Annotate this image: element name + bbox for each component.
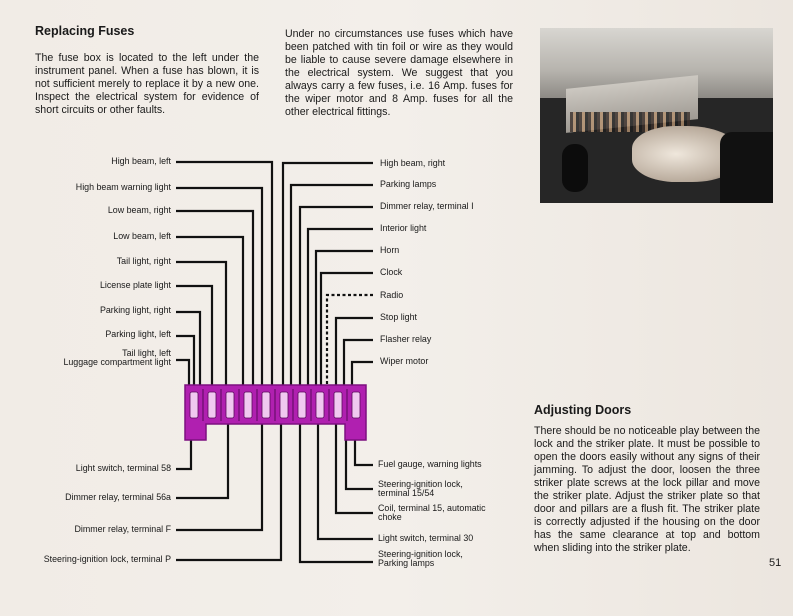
label-steering-lock-15-54-line1: Steering-ignition lock, bbox=[378, 479, 463, 489]
wire-low-beam-left bbox=[176, 237, 243, 390]
label-light-switch-30: Light switch, terminal 30 bbox=[378, 533, 474, 543]
label-tail-light-left: Tail light, left bbox=[122, 348, 171, 358]
section-title-replacing-fuses: Replacing Fuses bbox=[35, 24, 135, 38]
label-dimmer-relay-56a: Dimmer relay, terminal 56a bbox=[65, 492, 171, 502]
fuse-intro-paragraph: The fuse box is located to the left under the instrument panel. When a fuse has blown, it is not sufficient merely to replace it by a new one. Inspect the electrical system for evidence of short circuits or other faults. bbox=[35, 52, 259, 116]
label-interior-light: Interior light bbox=[380, 223, 427, 233]
label-horn: Horn bbox=[380, 245, 400, 255]
page-number: 51 bbox=[769, 557, 782, 569]
label-wiper-motor: Wiper motor bbox=[380, 356, 429, 366]
label-flasher-relay: Flasher relay bbox=[380, 334, 432, 344]
label-stop-light: Stop light bbox=[380, 312, 418, 322]
label-dimmer-relay-f: Dimmer relay, terminal F bbox=[74, 524, 171, 534]
label-high-beam-right: High beam, right bbox=[380, 158, 446, 168]
label-steering-parking-line1: Steering-ignition lock, bbox=[378, 549, 463, 559]
label-steering-lock-p: Steering-ignition lock, terminal P bbox=[43, 554, 171, 564]
wire-interior-light bbox=[308, 229, 373, 390]
wire-high-beam-left bbox=[176, 162, 272, 390]
wire-clock bbox=[321, 273, 373, 390]
fuse-slot-6 bbox=[280, 392, 288, 418]
wire-fuel-gauge bbox=[355, 440, 373, 465]
label-high-beam-left: High beam, left bbox=[111, 156, 171, 166]
fuse-slot-4 bbox=[244, 392, 252, 418]
wire-lines bbox=[176, 162, 373, 562]
label-radio: Radio bbox=[380, 290, 404, 300]
wire-radio-dashed bbox=[327, 295, 373, 390]
label-steering-parking-line2: Parking lamps bbox=[378, 558, 435, 568]
fuse-slot-10 bbox=[352, 392, 360, 418]
doors-paragraph: There should be no noticeable play between the lock and the striker plate. It must be possible to open the doors easily without any signs of their jamming. To adjust the door, loosen the three striker plate screws at the lock pillar and move the striker plate. Adjust the striker plate so that door and pillars are a flush fit. The striker plate is correctly adjusted if the housing on the door has the same clearance at top and bottom when sliding into the striker plate. bbox=[534, 425, 760, 554]
label-tail-light-right: Tail light, right bbox=[116, 256, 171, 266]
label-coil-15-line2: choke bbox=[378, 512, 402, 522]
label-high-beam-warning-light: High beam warning light bbox=[75, 182, 171, 192]
label-light-switch-58: Light switch, terminal 58 bbox=[75, 463, 171, 473]
fuse-slot-1 bbox=[190, 392, 198, 418]
label-license-plate-light: License plate light bbox=[99, 280, 171, 290]
fuse-slot-5 bbox=[262, 392, 270, 418]
label-clock: Clock bbox=[380, 267, 403, 277]
wire-stop-light bbox=[336, 318, 373, 390]
fuse-slot-2 bbox=[208, 392, 216, 418]
fuse-warning-paragraph: Under no circumstances use fuses which have been patched with tin foil or wire as they would be liable to cause severe damage elsewhere in the electrical system. We suggest that you always carry a few fuses, i.e. 16 Amp. fuses for the wiper motor and 8 Amp. fuses for all the other electrical fittings. bbox=[285, 28, 513, 118]
wire-parking-left bbox=[176, 336, 194, 390]
label-dimmer-relay-terminal-i: Dimmer relay, terminal I bbox=[380, 201, 474, 211]
wire-parking-lamps bbox=[291, 185, 373, 390]
fuse-slot-7 bbox=[298, 392, 306, 418]
label-parking-light-left: Parking light, left bbox=[105, 329, 171, 339]
label-luggage-compartment-light: Luggage compartment light bbox=[63, 357, 171, 367]
label-low-beam-right: Low beam, right bbox=[107, 205, 171, 215]
section-title-adjusting-doors: Adjusting Doors bbox=[534, 403, 632, 417]
fuse-slot-3 bbox=[226, 392, 234, 418]
label-parking-light-right: Parking light, right bbox=[99, 305, 171, 315]
fuse-slot-8 bbox=[316, 392, 324, 418]
fuse-slot-9 bbox=[334, 392, 342, 418]
label-steering-lock-15-54-line2: terminal 15/54 bbox=[378, 488, 435, 498]
label-low-beam-left: Low beam, left bbox=[113, 231, 171, 241]
label-parking-lamps: Parking lamps bbox=[380, 179, 437, 189]
wire-flasher-relay bbox=[344, 340, 373, 390]
label-fuel-gauge: Fuel gauge, warning lights bbox=[378, 459, 482, 469]
label-coil-15-line1: Coil, terminal 15, automatic bbox=[378, 503, 486, 513]
